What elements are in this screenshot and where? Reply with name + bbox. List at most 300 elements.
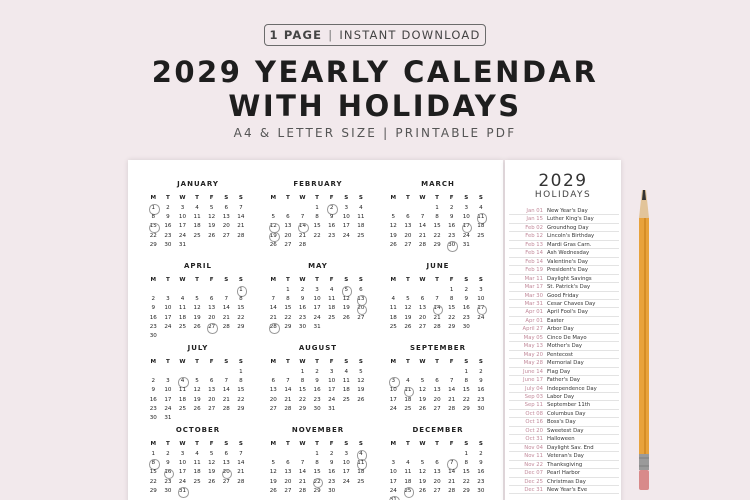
day-cell: 29 [448, 323, 456, 330]
holiday-day: 16 [161, 468, 176, 477]
weekday-label: S [358, 359, 363, 365]
day-cell: 2 [151, 378, 156, 385]
holiday-day: 15 [146, 222, 161, 231]
day-cell: 7 [271, 296, 276, 303]
day-cell [204, 241, 219, 250]
day-cell [219, 414, 234, 423]
weekday-label: T [435, 277, 439, 283]
day-cell: 10 [178, 460, 187, 467]
weekday-label: T [435, 359, 439, 365]
weekday-label: T [405, 195, 410, 201]
day-cell: 15 [237, 305, 245, 312]
day-cell: 18 [178, 396, 187, 403]
holiday-row [509, 300, 619, 308]
holiday-date: Feb 14 [525, 258, 543, 265]
day-cell: 3 [344, 205, 349, 211]
day-cell: 24 [389, 487, 397, 494]
day-cell [190, 414, 205, 423]
day-cell: 20 [208, 314, 216, 321]
day-cell: 14 [222, 305, 230, 312]
holiday-day: 5 [339, 286, 354, 295]
day-cell: 17 [389, 478, 397, 485]
holiday-day: 8 [146, 459, 161, 468]
holiday-day: 3 [386, 377, 401, 386]
day-cell [401, 450, 416, 459]
weekday-label: T [315, 441, 319, 447]
day-cell: 21 [222, 396, 230, 403]
day-cell: 8 [300, 378, 305, 385]
holiday-row [509, 461, 619, 469]
holiday-name: Flag Day [547, 368, 571, 375]
day-cell: 5 [391, 214, 396, 221]
day-cell: 29 [149, 241, 157, 248]
holiday-row [509, 351, 619, 359]
holiday-day: 31 [175, 487, 190, 496]
holiday-date: Jan 15 [526, 216, 543, 223]
day-cell: 24 [328, 396, 336, 403]
day-cell: 28 [284, 405, 292, 412]
day-cell: 2 [151, 296, 156, 303]
day-cell: 7 [286, 378, 290, 385]
day-cell: 22 [448, 314, 456, 321]
day-cell [190, 241, 205, 250]
day-cell: 21 [222, 314, 230, 321]
weekday-label: F [209, 359, 214, 365]
day-cell: 21 [433, 314, 441, 321]
holiday-row [509, 401, 619, 409]
day-cell [295, 450, 310, 459]
weekday-label: W [419, 441, 426, 447]
day-cell: 10 [462, 214, 470, 221]
day-cell: 9 [479, 460, 483, 467]
day-cell: 20 [404, 232, 412, 239]
day-cell: 21 [284, 396, 292, 403]
day-cell: 24 [313, 314, 321, 321]
weekday-header [146, 357, 250, 368]
day-cell: 26 [342, 314, 350, 321]
holiday-row [509, 469, 619, 477]
day-cell: 9 [315, 378, 319, 385]
weekday-header [146, 439, 250, 450]
day-cell [219, 368, 234, 377]
day-cell: 26 [357, 396, 365, 403]
weekday-label: W [299, 195, 306, 201]
day-cell [190, 368, 205, 377]
weekday-label: F [449, 277, 454, 283]
day-cell: 23 [477, 396, 485, 403]
day-cell: 24 [342, 478, 350, 485]
holiday-date: Mar 11 [524, 275, 543, 282]
week-row [386, 386, 490, 395]
day-cell: 3 [329, 369, 334, 375]
holiday-row [509, 435, 619, 443]
holiday-day: 27 [204, 323, 219, 332]
day-cell: 23 [298, 314, 307, 321]
day-cell [444, 496, 459, 500]
day-cell: 10 [389, 387, 397, 394]
day-cell: 19 [357, 387, 365, 394]
day-cell [339, 241, 354, 250]
subtitle [0, 126, 750, 140]
day-cell: 18 [193, 223, 201, 230]
day-cell: 25 [178, 405, 187, 412]
day-cell [339, 323, 354, 332]
holiday-date: Mar 17 [524, 284, 543, 291]
weekday-label: T [285, 359, 290, 365]
day-cell: 27 [208, 405, 216, 412]
day-cell: 15 [462, 469, 470, 476]
day-cell: 19 [418, 478, 427, 485]
day-cell: 14 [237, 460, 245, 467]
day-cell: 6 [435, 378, 439, 385]
weekday-label: M [150, 277, 157, 283]
day-cell [430, 286, 445, 295]
day-cell: 27 [222, 478, 230, 485]
weekday-label: S [358, 441, 363, 447]
holiday-day: 19 [266, 232, 281, 241]
day-cell: 6 [224, 451, 229, 457]
holiday-row [509, 376, 619, 384]
weekday-label: S [478, 195, 483, 201]
holiday-date: July 04 [525, 385, 543, 392]
day-cell: 27 [404, 241, 412, 248]
week-row [386, 213, 490, 222]
day-cell: 22 [462, 396, 470, 403]
day-cell: 28 [298, 487, 307, 494]
day-cell: 6 [209, 378, 214, 385]
holiday-name: Arbor Day [547, 326, 574, 333]
day-cell: 8 [464, 460, 469, 467]
week-row [266, 396, 370, 405]
weekday-label: M [390, 277, 397, 283]
day-cell: 17 [328, 387, 336, 394]
weekday-label: T [165, 277, 170, 283]
week-row [146, 295, 250, 304]
day-cell: 6 [286, 214, 290, 221]
day-cell: 19 [193, 396, 201, 403]
week-row [146, 468, 250, 477]
weekday-label: F [209, 195, 214, 201]
holiday-day: 22 [310, 478, 325, 487]
day-cell: 23 [313, 396, 321, 403]
week-row [386, 377, 490, 386]
day-cell: 27 [284, 241, 292, 248]
subtitle-format: PRINTABLE PDF [395, 126, 517, 140]
day-cell: 17 [342, 223, 350, 230]
day-cell: 27 [433, 405, 441, 412]
day-cell: 14 [298, 469, 307, 476]
month-name: DECEMBER [412, 426, 464, 434]
day-cell [401, 286, 416, 295]
day-cell: 13 [222, 460, 230, 467]
weekday-label: T [285, 195, 290, 201]
week-row [266, 286, 370, 295]
weekday-label: T [195, 195, 199, 201]
holiday-row [509, 215, 619, 223]
pencil-ferrule [639, 454, 649, 470]
weekday-header [386, 275, 490, 286]
day-cell [444, 450, 459, 459]
holiday-day: 1 [146, 204, 161, 213]
day-cell: 25 [328, 314, 336, 321]
holiday-row [509, 308, 619, 316]
pencil-eraser [639, 470, 649, 490]
day-cell: 30 [164, 487, 172, 494]
day-cell: 12 [342, 296, 350, 303]
day-cell [175, 286, 190, 295]
day-cell [161, 368, 176, 377]
week-row [386, 286, 490, 295]
day-cell: 10 [342, 214, 350, 221]
day-cell: 16 [477, 387, 485, 394]
day-cell: 3 [479, 287, 483, 293]
weekday-label: S [238, 359, 243, 365]
weekday-header [386, 193, 490, 204]
day-cell: 18 [404, 396, 412, 403]
day-cell [281, 368, 296, 377]
weekday-label: S [224, 277, 229, 283]
day-cell: 16 [448, 223, 456, 230]
holiday-name: Good Friday [547, 292, 579, 299]
day-cell: 5 [195, 378, 199, 385]
day-cell: 20 [222, 223, 230, 230]
holiday-day: 25 [401, 487, 416, 496]
day-cell: 9 [464, 296, 469, 303]
holiday-name: Cesar Chaves Day [547, 300, 596, 307]
day-cell: 2 [166, 205, 170, 211]
day-cell: 8 [286, 296, 290, 303]
week-row [146, 478, 250, 487]
day-cell: 10 [328, 378, 336, 385]
day-cell [281, 204, 296, 213]
week-row [146, 386, 250, 395]
holiday-day: 31 [386, 496, 401, 500]
week-row [386, 468, 490, 477]
day-cell [219, 286, 234, 295]
holiday-name: Luther King's Day [547, 216, 594, 223]
weekday-label: T [195, 359, 199, 365]
week-row [386, 368, 490, 377]
weekday-label: W [299, 277, 306, 283]
subtitle-size: A4 & LETTER SIZE [233, 126, 378, 140]
day-cell: 30 [328, 487, 336, 494]
holiday-name: Memorial Day [547, 360, 584, 367]
day-cell: 23 [328, 232, 336, 239]
holiday-date: Feb 19 [525, 267, 543, 274]
day-cell: 19 [208, 469, 216, 476]
day-cell: 3 [391, 460, 396, 467]
day-cell: 13 [284, 223, 292, 230]
day-cell [401, 368, 416, 377]
day-cell: 14 [448, 469, 456, 476]
day-cell: 16 [149, 314, 157, 321]
holiday-date: Apr 01 [525, 317, 543, 324]
week-row [146, 213, 250, 222]
day-cell: 31 [462, 241, 470, 248]
day-cell: 21 [298, 478, 307, 485]
day-cell: 12 [269, 469, 277, 476]
day-cell [386, 368, 401, 377]
day-cell: 28 [222, 405, 230, 412]
holiday-name: Lincoln's Birthday [547, 233, 595, 240]
day-cell: 18 [178, 314, 187, 321]
day-cell [310, 241, 325, 250]
weekday-label: T [315, 277, 319, 283]
holiday-day: 4 [354, 450, 369, 459]
week-row [266, 487, 370, 496]
weekday-label: T [285, 277, 290, 283]
holiday-row [509, 283, 619, 291]
day-cell [339, 405, 354, 414]
day-cell: 4 [359, 205, 363, 211]
weekday-label: S [358, 277, 363, 283]
day-cell: 6 [286, 460, 290, 467]
day-cell: 28 [448, 487, 456, 494]
holiday-name: Independence Day [547, 385, 597, 392]
weekday-label: T [165, 359, 170, 365]
day-cell: 10 [164, 387, 172, 394]
month-may [266, 261, 370, 332]
day-cell: 1 [464, 369, 469, 375]
week-row [146, 368, 250, 377]
holidays-panel [505, 160, 621, 500]
day-cell: 18 [342, 387, 350, 394]
day-cell: 3 [344, 451, 349, 457]
month-name: SEPTEMBER [410, 344, 466, 352]
day-cell: 15 [284, 305, 292, 312]
holiday-name: Cinco De Mayo [547, 334, 587, 341]
day-cell [354, 487, 369, 496]
holiday-name: New Year's Day [547, 208, 588, 214]
day-cell [430, 368, 445, 377]
holiday-row [509, 241, 619, 249]
day-cell: 16 [149, 396, 157, 403]
day-cell: 3 [180, 205, 185, 211]
week-row [266, 377, 370, 386]
day-cell [146, 368, 161, 377]
day-cell [234, 241, 249, 250]
day-cell: 18 [357, 469, 365, 476]
day-cell: 22 [284, 314, 292, 321]
week-row [266, 386, 370, 395]
day-cell: 26 [418, 405, 427, 412]
holiday-date: May 28 [523, 360, 543, 367]
day-cell: 3 [315, 287, 319, 293]
holiday-row [509, 427, 619, 435]
holiday-date: Feb 14 [525, 250, 543, 257]
day-cell: 17 [164, 314, 172, 321]
holiday-row [509, 385, 619, 393]
day-cell [234, 487, 249, 496]
day-cell: 31 [164, 414, 172, 421]
holiday-name: Easter [547, 317, 564, 324]
weekday-label: M [390, 441, 397, 447]
day-cell: 18 [357, 223, 365, 230]
day-cell: 31 [178, 241, 187, 248]
weekday-label: F [329, 277, 334, 283]
weekday-header [146, 193, 250, 204]
day-cell [266, 368, 281, 377]
day-cell: 28 [448, 405, 456, 412]
holiday-day: 7 [444, 459, 459, 468]
week-row [266, 450, 370, 459]
day-cell: 16 [164, 223, 172, 230]
day-cell: 19 [404, 314, 412, 321]
day-cell: 11 [193, 460, 201, 467]
weekday-label: S [464, 277, 469, 283]
weekday-label: W [179, 441, 186, 447]
day-cell: 11 [178, 387, 187, 394]
day-cell: 3 [464, 205, 469, 211]
week-row [386, 450, 490, 459]
day-cell: 20 [284, 232, 292, 239]
day-cell [234, 414, 249, 423]
day-cell: 18 [389, 314, 397, 321]
day-cell: 1 [239, 369, 243, 375]
day-cell [474, 323, 489, 332]
day-cell: 29 [433, 241, 441, 248]
week-row [146, 286, 250, 295]
holiday-day: 28 [266, 323, 281, 332]
weekday-label: T [165, 195, 170, 201]
day-cell: 15 [313, 223, 321, 230]
day-cell [175, 332, 190, 341]
weekday-label: T [165, 441, 170, 447]
day-cell: 22 [237, 314, 245, 321]
weekday-label: S [224, 195, 229, 201]
day-cell [266, 204, 281, 213]
month-name: NOVEMBER [291, 426, 345, 434]
holiday-row [509, 266, 619, 274]
weekday-label: T [405, 277, 410, 283]
day-cell: 29 [237, 323, 245, 330]
day-cell: 28 [237, 232, 245, 239]
weekday-label: M [150, 195, 157, 201]
day-cell [354, 241, 369, 250]
day-cell: 24 [164, 405, 172, 412]
day-cell: 26 [269, 487, 277, 494]
weekday-label: T [315, 195, 319, 201]
day-cell: 11 [342, 378, 350, 385]
day-cell [161, 332, 176, 341]
holiday-day: 17 [474, 304, 489, 313]
holiday-row [509, 478, 619, 486]
day-cell: 11 [328, 296, 336, 303]
day-cell: 6 [271, 378, 276, 385]
day-cell: 10 [178, 214, 187, 221]
weekday-label: S [478, 441, 483, 447]
weekday-label: S [464, 195, 469, 201]
day-cell: 28 [222, 323, 230, 330]
week-row [386, 323, 490, 332]
day-cell: 4 [406, 460, 410, 467]
day-cell: 10 [164, 305, 172, 312]
day-cell: 7 [420, 214, 425, 221]
weekday-label: T [435, 195, 439, 201]
day-cell: 18 [477, 223, 485, 230]
day-cell [430, 496, 445, 500]
day-cell: 4 [391, 296, 396, 303]
day-cell: 4 [479, 205, 483, 211]
day-cell [415, 368, 430, 377]
holiday-name: Pentecost [547, 351, 573, 358]
day-cell: 25 [193, 478, 201, 485]
day-cell: 22 [433, 232, 441, 239]
day-cell: 21 [448, 478, 456, 485]
day-cell: 10 [313, 296, 321, 303]
day-cell [415, 286, 430, 295]
day-cell: 2 [479, 451, 483, 457]
